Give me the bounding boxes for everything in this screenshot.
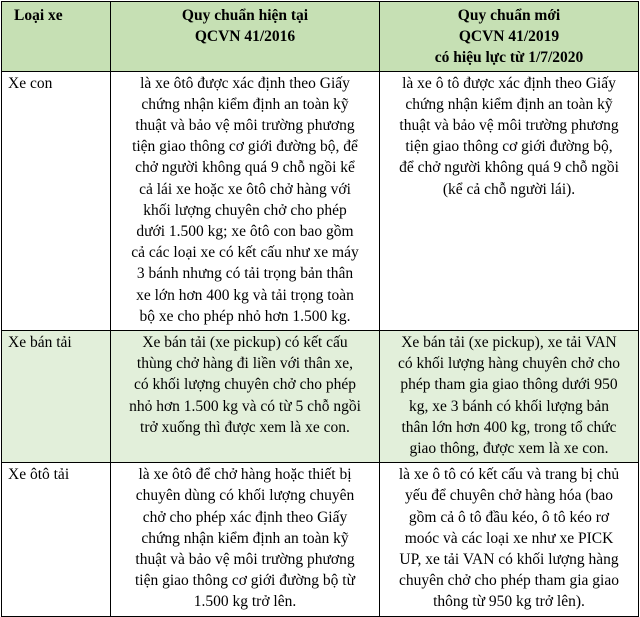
vehicle-type-cell: Xe con	[2, 71, 111, 330]
cell-text-line: có khối lượng chuyên chở cho phép	[134, 376, 356, 394]
cell-text-line: cả các loại xe có kết cấu như xe máy	[131, 244, 359, 262]
cell-text-line: để chở người không quá 9 chỗ ngồi	[399, 159, 619, 177]
cell-text-line: cả lái xe hoặc xe ôtô chở hàng với	[139, 180, 351, 198]
current-regulation-cell	[111, 331, 380, 463]
vehicle-type-cell: Xe ôtô tải	[2, 463, 111, 616]
cell-text-line: có khối lượng hàng chuyên chở cho	[398, 355, 620, 373]
cell-text-line: chở người không quá 9 chỗ ngồi kể	[135, 159, 355, 177]
vehicle-regulation-comparison-table	[1, 1, 639, 617]
header-row	[2, 2, 639, 72]
cell-text-line: thông từ 950 kg trở lên).	[433, 593, 585, 611]
cell-text-line: chứng nhận kiểm định an toàn kỹ	[405, 95, 613, 113]
table-row	[2, 71, 639, 330]
header-current-regulation: Quy chuẩn hiện tại QCVN 41/2016	[111, 2, 380, 72]
cell-text-line: tiện giao thông cơ giới đường bộ, để	[132, 138, 358, 156]
cell-text-line: xe lớn hơn 400 kg và tải trọng toàn	[136, 286, 354, 304]
new-regulation-cell	[380, 331, 639, 463]
cell-text-line: thuật và bảo vệ môi trường phương	[135, 551, 355, 569]
cell-text-line: dưới 1.500 kg; xe ôtô con bao gồm	[136, 223, 354, 241]
cell-text-line: kg, xe 3 bánh có khối lượng bản	[409, 397, 609, 415]
cell-text-line: thùng chở hàng đi liền với thân xe,	[136, 355, 354, 373]
cell-text-line: chở cho phép xác định theo Giấy	[142, 508, 348, 526]
cell-text-line: thuật và bảo vệ môi trường phương	[399, 117, 619, 135]
cell-text-line: tiện giao thông cơ giới đường bộ,	[405, 138, 613, 156]
new-regulation-cell	[380, 71, 639, 330]
cell-text-line: yếu để chuyên chở hàng hóa (bao	[405, 487, 613, 505]
cell-text-line: Xe bán tải (xe pickup), xe tải VAN	[401, 334, 617, 352]
cell-text-line: chứng nhận kiểm định an toàn kỹ	[141, 95, 349, 113]
cell-text-line: moóc và các loại xe như xe PICK	[404, 529, 614, 547]
cell-text-line: phép tham gia giao thông dưới 950	[400, 376, 618, 394]
cell-text-line: gồm cả ô tô đầu kéo, ô tô kéo rơ	[408, 508, 610, 526]
table-row	[2, 331, 639, 463]
cell-text-line: giao thông, được xem là xe con.	[409, 440, 609, 458]
new-regulation-cell	[380, 463, 639, 616]
vehicle-type-cell: Xe bán tải	[2, 331, 111, 463]
cell-text-line: nhỏ hơn 1.500 kg và có từ 5 chỗ ngồi	[129, 397, 361, 415]
cell-text-line: chuyên dùng có khối lượng chuyên	[135, 487, 355, 505]
header-vehicle-type: Loại xe	[2, 2, 111, 72]
cell-text-line: chứng nhận kiểm định an toàn kỹ	[141, 529, 349, 547]
cell-text-line: là xe ô tô có kết cấu và trang bị chủ	[398, 466, 620, 484]
cell-text-line: là xe ôtô được xác định theo Giấy	[140, 74, 350, 92]
cell-text-line: trở xuống thì được xem là xe con.	[140, 418, 350, 436]
cell-text-line: 3 bánh nhưng có tải trọng bản thân	[136, 265, 354, 283]
header-new-regulation: Quy chuẩn mới QCVN 41/2019 có hiệu lực từ 1/7/2020	[380, 2, 639, 72]
cell-text-line: 1.500 kg trở lên.	[193, 593, 297, 611]
cell-text-line: UP, xe tải VAN có khối lượng hàng	[399, 551, 619, 569]
current-regulation-cell	[111, 463, 380, 616]
cell-text-line: Xe bán tải (xe pickup) có kết cấu	[142, 334, 348, 352]
cell-text-line: thân lớn hơn 400 kg, trong tổ chức	[401, 418, 617, 436]
cell-text-line: chuyên chở cho phép tham gia giao	[399, 572, 619, 590]
cell-text-line: tiện giao thông cơ giới đường bộ từ	[134, 572, 356, 590]
cell-text-line: thuật và bảo vệ môi trường phương	[135, 117, 355, 135]
cell-text-line: là xe ôtô để chở hàng hoặc thiết bị	[138, 466, 352, 484]
cell-text-line: khối lượng chuyên chở cho phép	[143, 201, 347, 219]
cell-text-line: (kể cả chỗ người lái).	[442, 180, 576, 198]
cell-text-line: là xe ô tô được xác định theo Giấy	[402, 74, 616, 92]
table-row	[2, 463, 639, 616]
current-regulation-cell	[111, 71, 380, 330]
cell-text-line: bộ xe cho phép nhỏ hơn 1.500 kg.	[139, 307, 351, 325]
